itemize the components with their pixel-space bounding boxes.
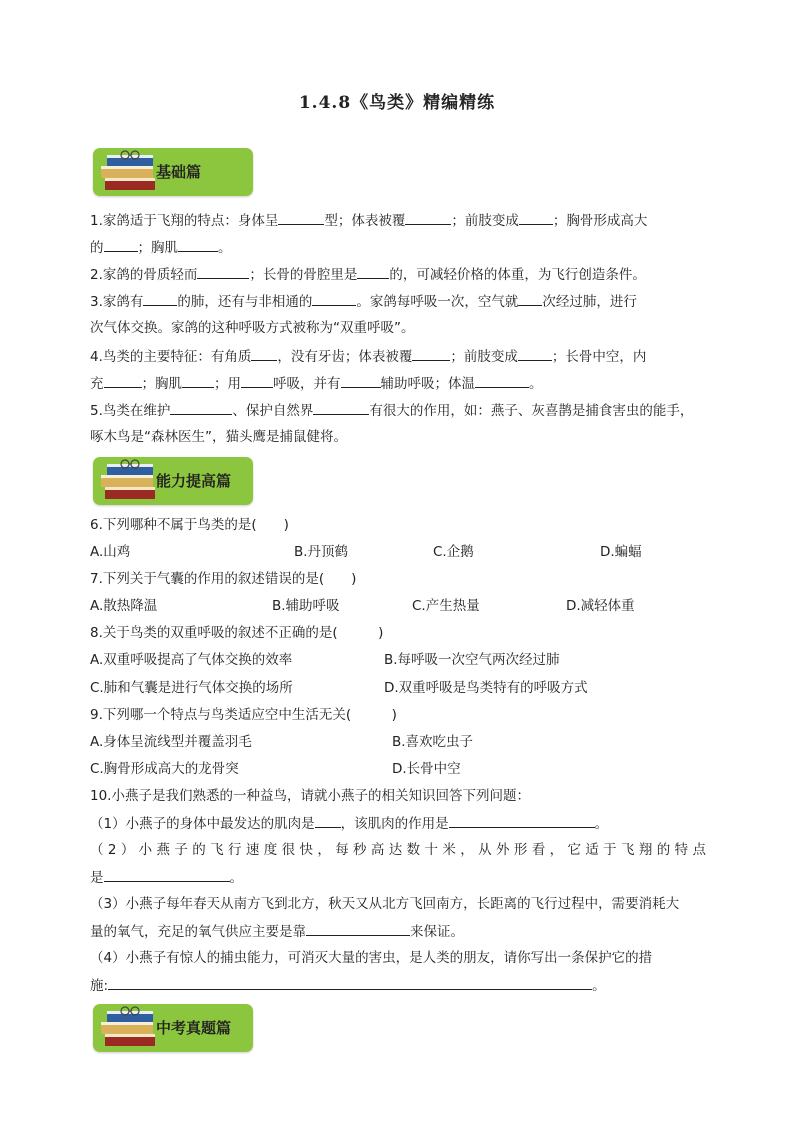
books-icon: [97, 150, 161, 194]
q8-option-b: B.每呼吸一次空气两次经过肺: [384, 652, 560, 668]
question-10-part-3-line-2: 量的氧气，充足的氧气供应主要是靠 来保证。: [90, 921, 710, 942]
q6-option-a: A.山鸡: [90, 544, 131, 560]
question-1-line-1: 1.家鸽适于飞翔的特点：身体呈 型；体表被覆 ；前肢变成 ；胸骨形成高大: [90, 210, 710, 231]
q6-option-d: D.蝙蝠: [600, 544, 642, 560]
question-8-stem: 8.关于鸟类的双重呼吸的叙述不正确的是( ): [90, 625, 384, 641]
question-10-part-2-line-2: 是 。: [90, 867, 710, 888]
question-10-part-1: （1）小燕子的身体中最发达的肌肉是 ，该肌肉的作用是 。: [90, 813, 710, 834]
page-title: 1.4.8《鸟类》精编精练: [298, 93, 496, 113]
question-4-line-1: 4.鸟类的主要特征：有角质 ，没有牙齿；体表被覆 ；前肢变成 ；长骨中空，内: [90, 346, 710, 367]
question-10-part-4-line-1: （4）小燕子有惊人的捕虫能力，可消灭大量的害虫，是人类的朋友，请你写出一条保护它的措: [90, 950, 653, 966]
section-title-exam: 中考真题篇: [156, 1019, 232, 1037]
q6-option-c: C.企鹅: [433, 544, 474, 560]
section-title-ability: 能力提高篇: [156, 472, 232, 490]
question-7-stem: 7.下列关于气囊的作用的叙述错误的是( ): [90, 571, 357, 587]
q7-option-a: A.散热降温: [90, 598, 158, 614]
question-9-stem: 9.下列哪一个特点与鸟类适应空中生活无关( ): [90, 707, 397, 723]
question-3-line-1: 3.家鸽有 的肺，还有与非相通的 。家鸽每呼吸一次，空气就 次经过肺，进行: [90, 291, 710, 312]
books-icon: [97, 459, 161, 503]
q9-option-b: B.喜欢吃虫子: [392, 734, 474, 750]
q6-option-b: B.丹顶鹤: [294, 544, 349, 560]
q7-option-d: D.减轻体重: [566, 598, 635, 614]
section-banner-ability: [93, 457, 253, 505]
q8-option-a: A.双重呼吸提高了气体交换的效率: [90, 652, 293, 668]
q9-option-a: A.身体呈流线型并覆盖羽毛: [90, 734, 252, 750]
q8-option-c: C.肺和气囊是进行气体交换的场所: [90, 680, 293, 696]
question-10-part-2-line-1: （2）小燕子的飞行速度很快，每秒高达数十米，从外形看，它适于飞翔的特点: [90, 842, 706, 858]
books-icon: [97, 1006, 161, 1050]
question-6-stem: 6.下列哪种不属于鸟类的是( ): [90, 517, 289, 533]
q8-option-d: D.双重呼吸是鸟类特有的呼吸方式: [384, 680, 588, 696]
question-10-part-4-line-2: 施: 。: [90, 975, 710, 996]
q9-option-c: C.胸骨形成高大的龙骨突: [90, 761, 239, 777]
question-3-line-2: 次气体交换。家鸽的这种呼吸方式被称为“双重呼吸”。: [90, 320, 415, 336]
section-banner-basic: [93, 148, 253, 196]
section-banner-exam: [93, 1004, 253, 1052]
question-10-part-3-line-1: （3）小燕子每年春天从南方飞到北方，秋天又从北方飞回南方，长距离的飞行过程中，需要消耗大: [90, 896, 680, 912]
question-4-line-2: 充 ；胸肌 ；用 呼吸，并有 辅助呼吸；体温 。: [90, 373, 710, 394]
q9-option-d: D.长骨中空: [392, 761, 461, 777]
question-5-line-1: 5.鸟类在维护 、保护自然界 有很大的作用，如：燕子、灰喜鹊是捕食害虫的能手，: [90, 400, 710, 421]
section-title-basic: 基础篇: [156, 163, 202, 181]
q7-option-c: C.产生热量: [412, 598, 480, 614]
question-2: 2.家鸽的骨质轻而 ；长骨的骨腔里是 的，可减轻价格的体重，为飞行创造条件。: [90, 264, 710, 285]
question-5-line-2: 啄木鸟是“森林医生”，猫头鹰是捕鼠健将。: [90, 429, 347, 445]
question-1-line-2: 的 ；胸肌 。: [90, 237, 710, 258]
question-10-stem: 10.小燕子是我们熟悉的一种益鸟，请就小燕子的相关知识回答下列问题：: [90, 788, 530, 804]
q7-option-b: B.辅助呼吸: [272, 598, 340, 614]
